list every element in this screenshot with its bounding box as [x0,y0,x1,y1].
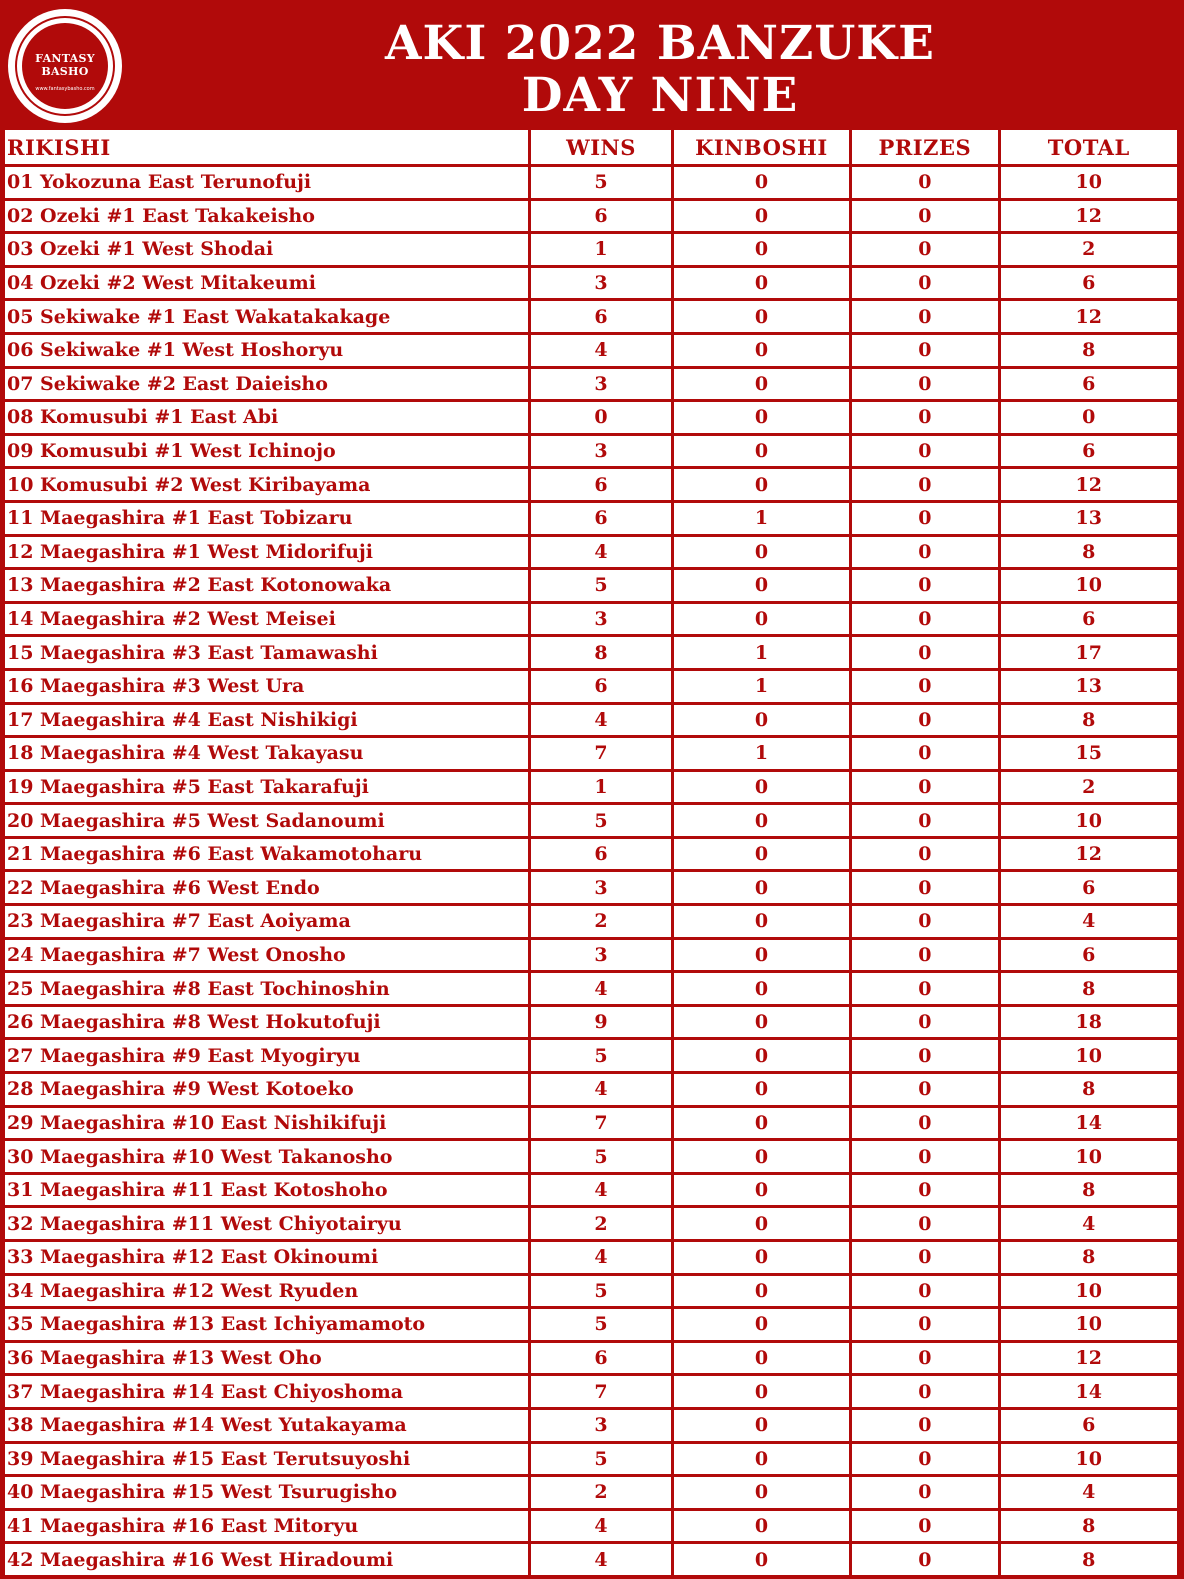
kinboshi-cell: 0 [674,1376,849,1407]
prizes-cell: 0 [852,1343,997,1374]
prizes-cell: 0 [852,973,997,1004]
table-row [5,369,1177,400]
rikishi-cell: 27 Maegashira #9 East Myogiryu [5,1040,528,1071]
kinboshi-cell: 0 [674,436,849,467]
rikishi-cell: 35 Maegashira #13 East Ichiyamamoto [5,1309,528,1340]
total-cell: 12 [1001,301,1177,332]
prizes-cell: 0 [852,335,997,366]
table-row [5,839,1177,870]
wins-cell: 2 [531,1477,670,1508]
prizes-cell: 0 [852,604,997,635]
kinboshi-cell: 0 [674,1040,849,1071]
total-cell: 18 [1001,1007,1177,1038]
page-subtitle: DAY NINE [521,68,799,123]
wins-cell: 2 [531,1208,670,1239]
kinboshi-cell: 0 [674,1108,849,1139]
total-cell: 8 [1001,1544,1177,1575]
total-cell: 4 [1001,906,1177,937]
rikishi-cell: 42 Maegashira #16 West Hiradoumi [5,1544,528,1575]
wins-cell: 5 [531,167,670,198]
rikishi-cell: 16 Maegashira #3 West Ura [5,671,528,702]
total-cell: 6 [1001,604,1177,635]
table-row [5,503,1177,534]
prizes-cell: 0 [852,772,997,803]
kinboshi-cell: 0 [674,604,849,635]
total-cell: 8 [1001,1511,1177,1542]
table-row [5,671,1177,702]
wins-cell: 5 [531,1309,670,1340]
kinboshi-cell: 0 [674,1242,849,1273]
prizes-cell: 0 [852,839,997,870]
wins-cell: 6 [531,671,670,702]
table-row [5,301,1177,332]
prizes-cell: 0 [852,201,997,232]
rikishi-cell: 20 Maegashira #5 West Sadanoumi [5,805,528,836]
rikishi-cell: 02 Ozeki #1 East Takakeisho [5,201,528,232]
rikishi-cell: 24 Maegashira #7 West Onosho [5,940,528,971]
column-header-kinboshi: KINBOSHI [674,130,849,164]
kinboshi-cell: 0 [674,1343,849,1374]
table-row [5,1343,1177,1374]
wins-cell: 4 [531,1074,670,1105]
rikishi-cell: 39 Maegashira #15 East Terutsuyoshi [5,1444,528,1475]
table-row [5,201,1177,232]
prizes-cell: 0 [852,503,997,534]
table-row [5,705,1177,736]
prizes-cell: 0 [852,671,997,702]
prizes-cell: 0 [852,537,997,568]
total-cell: 17 [1001,637,1177,668]
logo-text-basho: BASHO [41,65,89,78]
prizes-cell: 0 [852,805,997,836]
banzuke-table [2,127,1180,1578]
wins-cell: 3 [531,872,670,903]
fantasy-basho-logo [8,9,122,123]
rikishi-cell: 19 Maegashira #5 East Takarafuji [5,772,528,803]
table-row [5,1007,1177,1038]
total-cell: 8 [1001,537,1177,568]
table-row [5,1175,1177,1206]
total-cell: 8 [1001,1074,1177,1105]
wins-cell: 5 [531,1141,670,1172]
kinboshi-cell: 1 [674,637,849,668]
kinboshi-cell: 0 [674,872,849,903]
kinboshi-cell: 0 [674,369,849,400]
prizes-cell: 0 [852,940,997,971]
kinboshi-cell: 0 [674,402,849,433]
kinboshi-cell: 0 [674,469,849,500]
rikishi-cell: 33 Maegashira #12 East Okinoumi [5,1242,528,1273]
table-row [5,940,1177,971]
kinboshi-cell: 0 [674,1208,849,1239]
rikishi-cell: 36 Maegashira #13 West Oho [5,1343,528,1374]
table-row [5,469,1177,500]
kinboshi-cell: 0 [674,1175,849,1206]
rikishi-cell: 07 Sekiwake #2 East Daieisho [5,369,528,400]
total-cell: 2 [1001,772,1177,803]
table-row [5,805,1177,836]
table-row [5,1040,1177,1071]
wins-cell: 4 [531,537,670,568]
total-cell: 8 [1001,1175,1177,1206]
total-cell: 8 [1001,705,1177,736]
rikishi-cell: 17 Maegashira #4 East Nishikigi [5,705,528,736]
rikishi-cell: 06 Sekiwake #1 West Hoshoryu [5,335,528,366]
wins-cell: 4 [531,1511,670,1542]
kinboshi-cell: 0 [674,1309,849,1340]
rikishi-cell: 09 Komusubi #1 West Ichinojo [5,436,528,467]
rikishi-cell: 12 Maegashira #1 West Midorifuji [5,537,528,568]
prizes-cell: 0 [852,469,997,500]
rikishi-cell: 37 Maegashira #14 East Chiyoshoma [5,1376,528,1407]
total-cell: 6 [1001,436,1177,467]
rikishi-cell: 18 Maegashira #4 West Takayasu [5,738,528,769]
prizes-cell: 0 [852,1376,997,1407]
total-cell: 10 [1001,1444,1177,1475]
kinboshi-cell: 0 [674,1007,849,1038]
kinboshi-cell: 0 [674,1141,849,1172]
prizes-cell: 0 [852,872,997,903]
wins-cell: 5 [531,1444,670,1475]
kinboshi-cell: 0 [674,301,849,332]
wins-cell: 1 [531,234,670,265]
table-row [5,872,1177,903]
prizes-cell: 0 [852,738,997,769]
wins-cell: 2 [531,906,670,937]
column-header-total: TOTAL [1001,130,1177,164]
table-row [5,436,1177,467]
table-row [5,906,1177,937]
prizes-cell: 0 [852,436,997,467]
wins-cell: 6 [531,201,670,232]
kinboshi-cell: 0 [674,201,849,232]
prizes-cell: 0 [852,1074,997,1105]
table-row [5,1410,1177,1441]
rikishi-cell: 25 Maegashira #8 East Tochinoshin [5,973,528,1004]
kinboshi-cell: 0 [674,973,849,1004]
wins-cell: 3 [531,1410,670,1441]
total-cell: 10 [1001,1141,1177,1172]
prizes-cell: 0 [852,570,997,601]
kinboshi-cell: 0 [674,1511,849,1542]
wins-cell: 0 [531,402,670,433]
kinboshi-cell: 0 [674,234,849,265]
total-cell: 6 [1001,940,1177,971]
prizes-cell: 0 [852,369,997,400]
prizes-cell: 0 [852,906,997,937]
rikishi-cell: 22 Maegashira #6 West Endo [5,872,528,903]
rikishi-cell: 26 Maegashira #8 West Hokutofuji [5,1007,528,1038]
total-cell: 8 [1001,1242,1177,1273]
wins-cell: 5 [531,805,670,836]
kinboshi-cell: 1 [674,671,849,702]
prizes-cell: 0 [852,1410,997,1441]
table-row [5,973,1177,1004]
rikishi-cell: 01 Yokozuna East Terunofuji [5,167,528,198]
table-row [5,1242,1177,1273]
kinboshi-cell: 0 [674,839,849,870]
prizes-cell: 0 [852,1175,997,1206]
wins-cell: 7 [531,1108,670,1139]
wins-cell: 5 [531,1040,670,1071]
rikishi-cell: 31 Maegashira #11 East Kotoshoho [5,1175,528,1206]
rikishi-cell: 30 Maegashira #10 West Takanosho [5,1141,528,1172]
prizes-cell: 0 [852,234,997,265]
logo-badge [22,23,108,109]
rikishi-cell: 41 Maegashira #16 East Mitoryu [5,1511,528,1542]
column-header-wins: WINS [531,130,670,164]
wins-cell: 6 [531,503,670,534]
rikishi-cell: 10 Komusubi #2 West Kiribayama [5,469,528,500]
table-row [5,1477,1177,1508]
rikishi-cell: 29 Maegashira #10 East Nishikifuji [5,1108,528,1139]
total-cell: 8 [1001,335,1177,366]
rikishi-cell: 23 Maegashira #7 East Aoiyama [5,906,528,937]
wins-cell: 5 [531,1276,670,1307]
total-cell: 14 [1001,1108,1177,1139]
total-cell: 6 [1001,872,1177,903]
column-header-rikishi: RIKISHI [5,130,528,164]
table-row [5,335,1177,366]
kinboshi-cell: 0 [674,167,849,198]
total-cell: 6 [1001,1410,1177,1441]
rikishi-cell: 40 Maegashira #15 West Tsurugisho [5,1477,528,1508]
total-cell: 10 [1001,805,1177,836]
prizes-cell: 0 [852,402,997,433]
total-cell: 10 [1001,570,1177,601]
wins-cell: 4 [531,973,670,1004]
kinboshi-cell: 0 [674,940,849,971]
wins-cell: 9 [531,1007,670,1038]
prizes-cell: 0 [852,1276,997,1307]
prizes-cell: 0 [852,268,997,299]
kinboshi-cell: 0 [674,1444,849,1475]
table-row [5,537,1177,568]
table-row [5,1309,1177,1340]
wins-cell: 6 [531,1343,670,1374]
prizes-cell: 0 [852,167,997,198]
table-row [5,268,1177,299]
kinboshi-cell: 0 [674,906,849,937]
prizes-cell: 0 [852,1477,997,1508]
wins-cell: 3 [531,369,670,400]
total-cell: 10 [1001,1309,1177,1340]
kinboshi-cell: 0 [674,705,849,736]
wins-cell: 3 [531,604,670,635]
prizes-cell: 0 [852,1141,997,1172]
total-cell: 8 [1001,973,1177,1004]
table-row [5,1444,1177,1475]
prizes-cell: 0 [852,1511,997,1542]
wins-cell: 6 [531,839,670,870]
prizes-cell: 0 [852,301,997,332]
table-row [5,234,1177,265]
total-cell: 12 [1001,201,1177,232]
kinboshi-cell: 0 [674,1544,849,1575]
rikishi-cell: 03 Ozeki #1 West Shodai [5,234,528,265]
wins-cell: 7 [531,738,670,769]
table-row [5,570,1177,601]
prizes-cell: 0 [852,1040,997,1071]
rikishi-cell: 34 Maegashira #12 West Ryuden [5,1276,528,1307]
table-row [5,1544,1177,1575]
wins-cell: 6 [531,469,670,500]
wins-cell: 4 [531,1242,670,1273]
column-header-prizes: PRIZES [852,130,997,164]
page-title: AKI 2022 BANZUKE [385,16,935,71]
prizes-cell: 0 [852,1007,997,1038]
kinboshi-cell: 0 [674,1276,849,1307]
total-cell: 4 [1001,1477,1177,1508]
rikishi-cell: 13 Maegashira #2 East Kotonowaka [5,570,528,601]
total-cell: 0 [1001,402,1177,433]
kinboshi-cell: 1 [674,503,849,534]
total-cell: 2 [1001,234,1177,265]
total-cell: 13 [1001,503,1177,534]
rikishi-cell: 05 Sekiwake #1 East Wakatakakage [5,301,528,332]
table-row [5,1074,1177,1105]
prizes-cell: 0 [852,1242,997,1273]
table-row [5,1208,1177,1239]
total-cell: 15 [1001,738,1177,769]
wins-cell: 6 [531,301,670,332]
rikishi-cell: 32 Maegashira #11 West Chiyotairyu [5,1208,528,1239]
wins-cell: 4 [531,335,670,366]
total-cell: 12 [1001,839,1177,870]
wins-cell: 4 [531,705,670,736]
table-row [5,738,1177,769]
table-row [5,1511,1177,1542]
logo-text-fantasy: FANTASY [35,52,95,65]
table-row [5,1376,1177,1407]
kinboshi-cell: 0 [674,1074,849,1105]
wins-cell: 3 [531,268,670,299]
header [0,0,1184,127]
total-cell: 10 [1001,1276,1177,1307]
total-cell: 13 [1001,671,1177,702]
total-cell: 12 [1001,1343,1177,1374]
total-cell: 4 [1001,1208,1177,1239]
total-cell: 10 [1001,1040,1177,1071]
total-cell: 12 [1001,469,1177,500]
rikishi-cell: 38 Maegashira #14 West Yutakayama [5,1410,528,1441]
wins-cell: 8 [531,637,670,668]
total-cell: 14 [1001,1376,1177,1407]
kinboshi-cell: 0 [674,268,849,299]
prizes-cell: 0 [852,1544,997,1575]
kinboshi-cell: 0 [674,537,849,568]
table-row [5,772,1177,803]
wins-cell: 1 [531,772,670,803]
table-row [5,167,1177,198]
prizes-cell: 0 [852,637,997,668]
table-row [5,402,1177,433]
wins-cell: 7 [531,1376,670,1407]
kinboshi-cell: 0 [674,1477,849,1508]
prizes-cell: 0 [852,1108,997,1139]
prizes-cell: 0 [852,1309,997,1340]
rikishi-cell: 15 Maegashira #3 East Tamawashi [5,637,528,668]
total-cell: 10 [1001,167,1177,198]
wins-cell: 3 [531,940,670,971]
rikishi-cell: 04 Ozeki #2 West Mitakeumi [5,268,528,299]
rikishi-cell: 14 Maegashira #2 West Meisei [5,604,528,635]
kinboshi-cell: 0 [674,335,849,366]
rikishi-cell: 08 Komusubi #1 East Abi [5,402,528,433]
kinboshi-cell: 0 [674,772,849,803]
table-row [5,1276,1177,1307]
kinboshi-cell: 0 [674,1410,849,1441]
rikishi-cell: 11 Maegashira #1 East Tobizaru [5,503,528,534]
kinboshi-cell: 1 [674,738,849,769]
table-row [5,1108,1177,1139]
total-cell: 6 [1001,369,1177,400]
kinboshi-cell: 0 [674,570,849,601]
prizes-cell: 0 [852,705,997,736]
wins-cell: 5 [531,570,670,601]
table-row [5,1141,1177,1172]
wins-cell: 4 [531,1175,670,1206]
total-cell: 6 [1001,268,1177,299]
logo-url: www.fantasybasho.com [35,86,95,92]
kinboshi-cell: 0 [674,805,849,836]
rikishi-cell: 21 Maegashira #6 East Wakamotoharu [5,839,528,870]
table-row [5,604,1177,635]
table-header-row [5,130,1177,164]
prizes-cell: 0 [852,1444,997,1475]
table-row [5,637,1177,668]
prizes-cell: 0 [852,1208,997,1239]
wins-cell: 3 [531,436,670,467]
rikishi-cell: 28 Maegashira #9 West Kotoeko [5,1074,528,1105]
wins-cell: 4 [531,1544,670,1575]
